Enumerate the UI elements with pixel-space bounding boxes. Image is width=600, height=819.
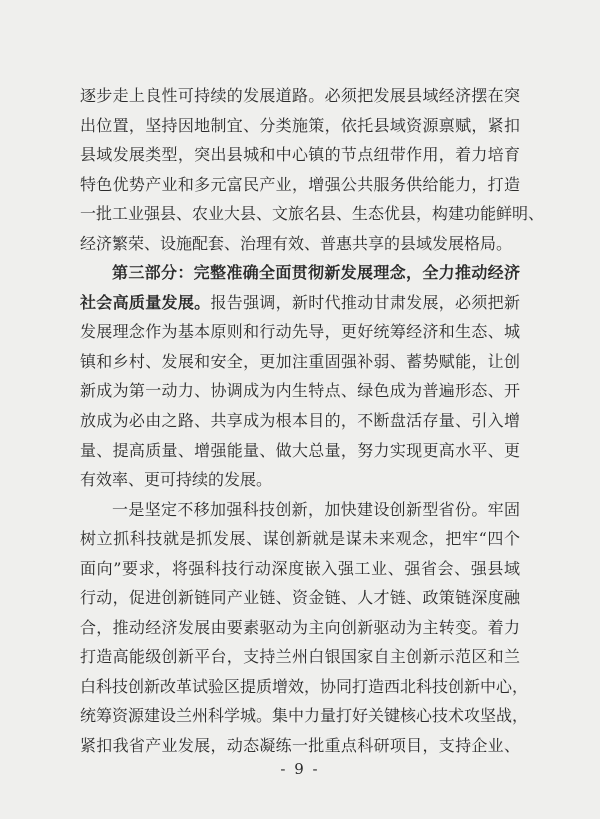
- section-heading: 第三部分：完整准确全面贯彻新发展理念，全力推动经济: [112, 263, 520, 282]
- paragraph-1-line-2: 出位置，坚持因地制宜、分类施策，依托县域资源禀赋，紧扣: [80, 116, 520, 135]
- paragraph-1-line-1: 逐步走上良性可持续的发展道路。必须把发展县域经济摆在突: [80, 86, 520, 105]
- paragraph-2-line-3: 发展理念作为基本原则和行动先导，更好统筹经济和生态、城: [80, 322, 520, 341]
- paragraph-2-line-4: 镇和乡村、发展和安全，更加注重固强补弱、蓄势赋能，让创: [80, 352, 520, 371]
- paragraph-2-line-6: 放成为必由之路、共享成为根本目的，不断盘活存量、引入增: [80, 411, 520, 430]
- section-heading-continued: 社会高质量发展。: [80, 293, 211, 312]
- paragraph-3-line-2: 树立抓科技就是抓发展、谋创新就是谋未来观念，把牢“四个: [80, 529, 520, 548]
- paragraph-3-line-6: 打造高能级创新平台，支持兰州白银国家自主创新示范区和兰: [80, 647, 520, 666]
- paragraph-2-line-8: 有效率、更可持续的发展。: [80, 470, 273, 489]
- page-number: - 9 -: [280, 760, 320, 778]
- paragraph-3-line-3: 面向”要求，将强科技行动深度嵌入强工业、强省会、强县域: [80, 559, 520, 578]
- paragraph-2-line-2: [80, 293, 520, 313]
- paragraph-2-line-2-text: 报告强调，新时代推动甘肃发展，必须把新: [210, 293, 520, 312]
- paragraph-1-line-3: 县域发展类型，突出县城和中心镇的节点纽带作用，着力培育: [80, 145, 520, 164]
- paragraph-3-line-5: 合，推动经济发展由要素驱动为主向创新驱动为主转变。着力: [80, 618, 520, 637]
- paragraph-2-line-5: 新成为第一动力、协调成为内生特点、绿色成为普遍形态、开: [80, 381, 520, 400]
- paragraph-3-line-9: 紧扣我省产业发展，动态凝练一批重点科研项目，支持企业、: [80, 736, 520, 755]
- paragraph-3-line-8: 统筹资源建设兰州科学城。集中力量打好关键核心技术攻坚战，: [80, 706, 529, 725]
- paragraph-1-line-4: 特色优势产业和多元富民产业，增强公共服务供给能力，打造: [80, 175, 520, 194]
- paragraph-3-line-4: 行动，促进创新链同产业链、资金链、人才链、政策链深度融: [80, 588, 520, 607]
- paragraph-1-line-6: 经济繁荣、设施配套、治理有效、普惠共享的县域发展格局。: [80, 234, 513, 253]
- paragraph-1-line-5: 一批工业强县、农业大县、文旅名县、生态优县，构建功能鲜明、: [80, 204, 545, 223]
- paragraph-3-line-7: 白科技创新改革试验区提质增效，协同打造西北科技创新中心，: [80, 677, 529, 696]
- paragraph-2-heading-line-1: [112, 263, 520, 283]
- paragraph-2-line-7: 量、提高质量、增强能量、做大总量，努力实现更高水平、更: [80, 441, 520, 460]
- paragraph-3-line-1: 一是坚定不移加强科技创新，加快建设创新型省份。牢固: [112, 500, 520, 519]
